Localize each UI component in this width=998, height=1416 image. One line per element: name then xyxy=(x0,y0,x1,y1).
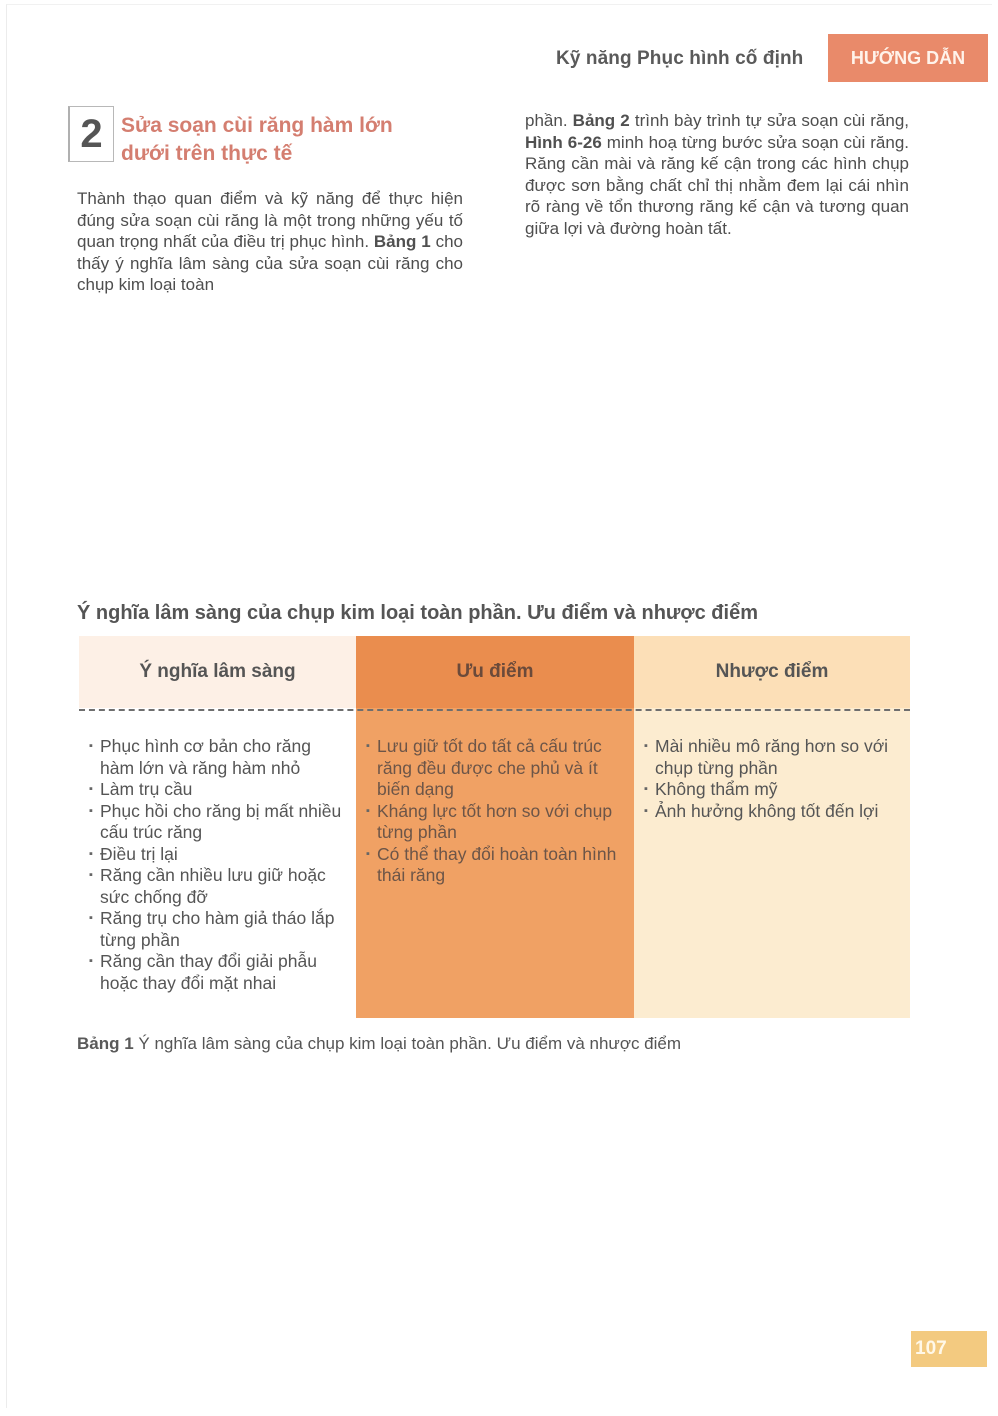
table-caption xyxy=(77,1034,681,1054)
intro-paragraph-left xyxy=(77,188,463,296)
list-item: ▪ Kháng lực tốt hơn so với chụp từng phần xyxy=(366,801,626,844)
bullet-list xyxy=(366,736,626,887)
list-item: ▪ Không thẩm mỹ xyxy=(644,779,902,801)
column-disadvantages xyxy=(634,636,910,1018)
column-advantages xyxy=(356,636,634,1018)
bullet-list xyxy=(89,736,348,994)
section-number: 2 xyxy=(68,106,114,162)
column-header: Ý nghĩa lâm sàng xyxy=(79,636,356,708)
paragraph-text: phần. xyxy=(525,111,573,130)
caption-label: Bảng 1 xyxy=(77,1034,134,1053)
clinical-table xyxy=(79,636,910,1018)
list-item: ▪ Phục hồi cho răng bị mất nhiều cấu trúc răng xyxy=(89,801,348,844)
table-reference: Bảng 2 xyxy=(572,111,630,130)
list-item: ▪ Răng trụ cho hàm giả tháo lắp từng phần xyxy=(89,908,348,951)
running-header-title: Kỹ năng Phục hình cố định xyxy=(556,48,804,69)
figure-reference: Hình 6-26 xyxy=(525,132,602,152)
list-item: ▪ Làm trụ cầu xyxy=(89,779,348,801)
list-item: ▪ Ảnh hưởng không tốt đến lợi xyxy=(644,801,902,823)
list-item: ▪ Có thể thay đổi hoàn toàn hình thái răng xyxy=(366,844,626,887)
section-tag: HƯỚNG DẪN xyxy=(828,34,988,82)
section-title-line-1: Sửa soạn cùi răng hàm lớn xyxy=(121,114,393,137)
section-title-line-2: dưới trên thực tế xyxy=(121,142,293,165)
paragraph-text: trình bày trình tự sửa soạn cùi răng, xyxy=(629,111,909,130)
paragraph-text: cho thấy ý nghĩa lâm sàng của sửa soạn cùi răng cho chụp kim loại toàn xyxy=(77,232,463,295)
bullet-list xyxy=(644,736,902,822)
caption-text: Ý nghĩa lâm sàng của chụp kim loại toàn phần. Ưu điểm và nhược điểm xyxy=(133,1034,682,1053)
list-item: ▪ Răng cần thay đổi giải phẫu hoặc thay đổi mặt nhai xyxy=(89,951,348,994)
list-item: ▪ Phục hình cơ bản cho răng hàm lớn và răng hàm nhỏ xyxy=(89,736,348,779)
list-item: ▪ Điều trị lại xyxy=(89,844,348,866)
table-heading: Ý nghĩa lâm sàng của chụp kim loại toàn phần. Ưu điểm và nhược điểm xyxy=(77,602,758,624)
paragraph-text: Thành thạo quan điểm và kỹ năng để thực hiện đúng sửa soạn cùi răng là một trong những yếu tố quan trọng nhất của điều trị phục hình. xyxy=(77,189,463,252)
list-item: ▪ Mài nhiều mô răng hơn so với chụp từng phần xyxy=(644,736,902,779)
column-clinical-significance xyxy=(79,636,356,1018)
column-header: Nhược điểm xyxy=(634,636,910,708)
table-header-divider xyxy=(79,709,910,711)
paragraph-text: minh hoạ từng bước sửa soạn cùi răng. Răng cần mài và răng kế cận trong các hình chụp được sơn bằng chất chỉ thị nhằm đem lại cái nhìn rõ ràng về tổn thương răng kế cận và tương quan giữa lợi và đường hoàn tất. xyxy=(525,132,909,238)
list-item: ▪ Lưu giữ tốt do tất cả cấu trúc răng đều được che phủ và ít biến dạng xyxy=(366,736,626,801)
section-title xyxy=(121,112,461,168)
column-header: Ưu điểm xyxy=(356,636,634,708)
page-number: 107 xyxy=(911,1331,987,1367)
table-reference: Bảng 1 xyxy=(373,232,431,252)
list-item: ▪ Răng cần nhiều lưu giữ hoặc sức chống đỡ xyxy=(89,865,348,908)
intro-paragraph-right xyxy=(525,110,909,240)
